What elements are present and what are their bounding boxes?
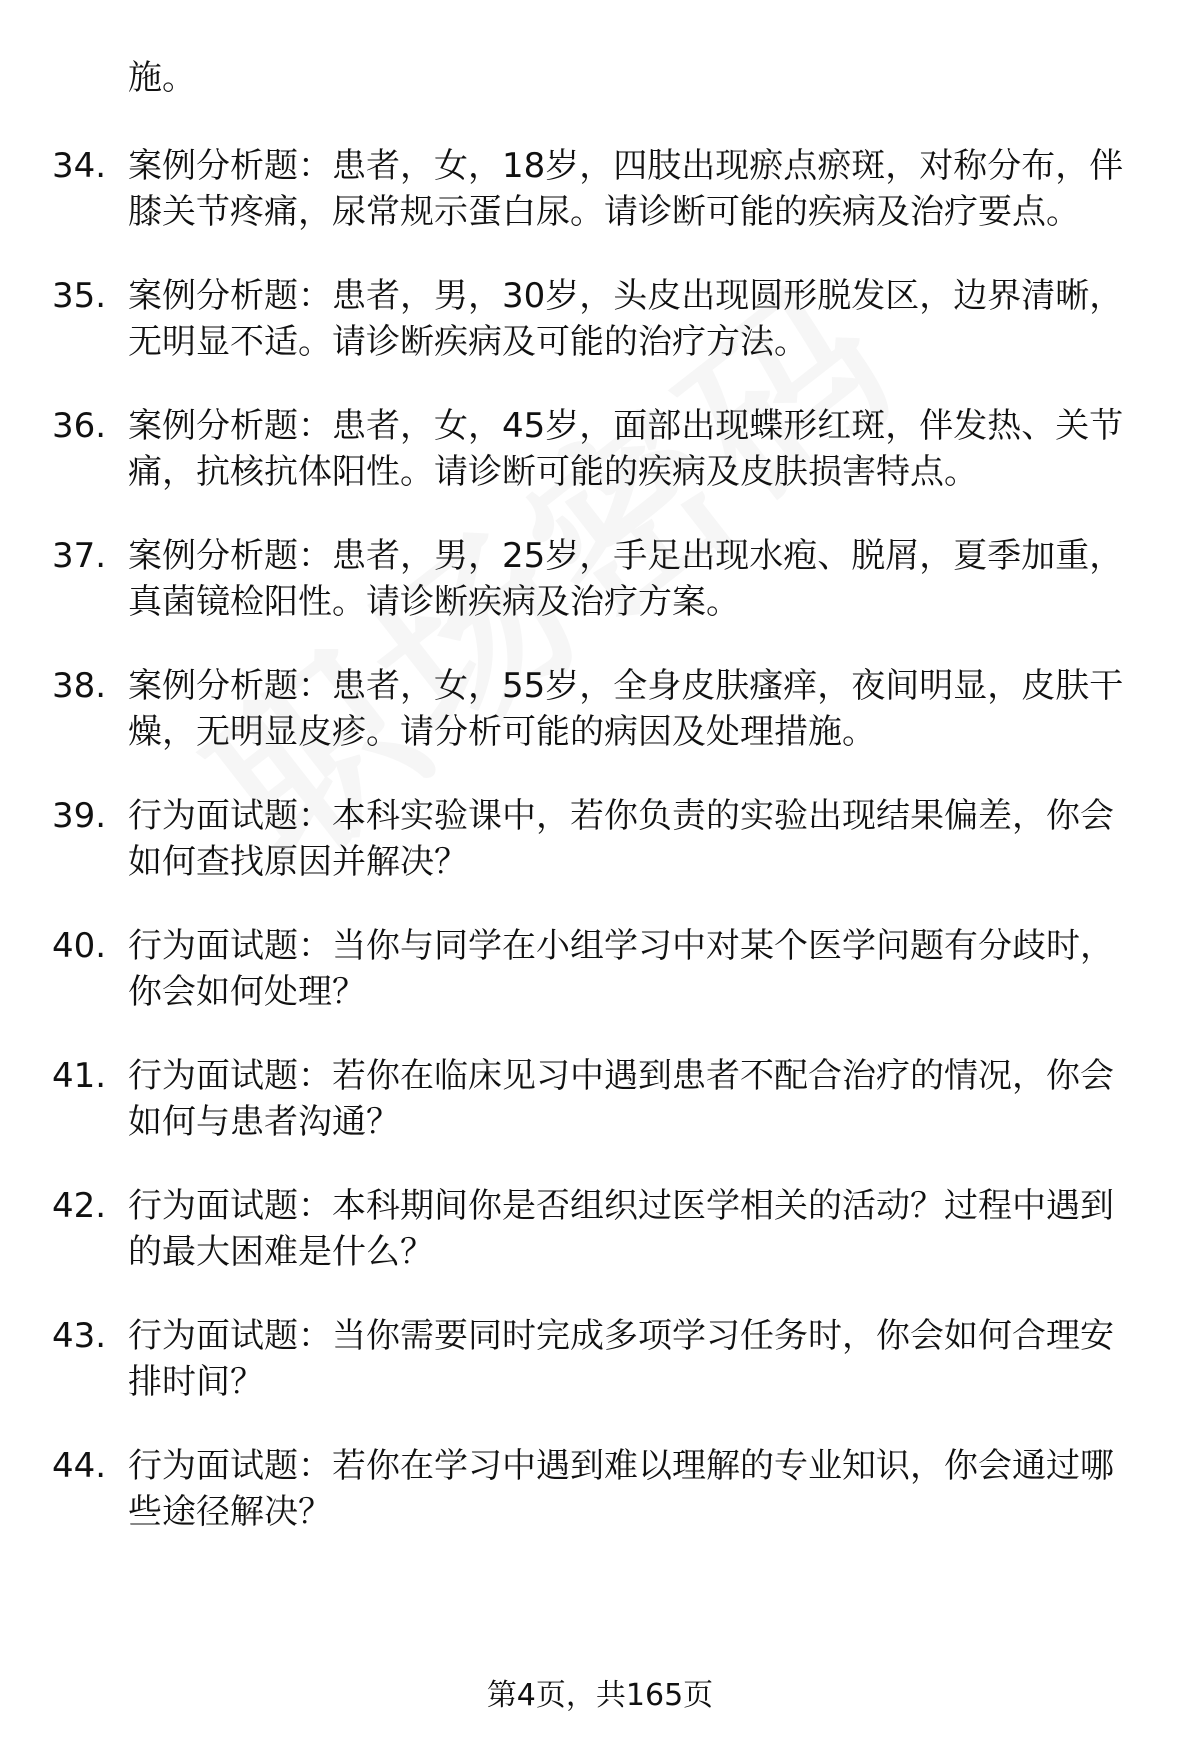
question-item: [52, 793, 1152, 885]
question-number: 40.: [52, 926, 107, 966]
continuation-text: 施。: [128, 58, 196, 98]
question-text: 案例分析题：患者，女，18岁，四肢出现瘀点瘀斑，对称分布，伴膝关节疼痛，尿常规示蛋白尿。请诊断可能的疾病及治疗要点。: [128, 146, 1124, 232]
question-text: 行为面试题：若你在学习中遇到难以理解的专业知识，你会通过哪些途径解决？: [128, 1446, 1114, 1532]
question-number: 36.: [52, 406, 107, 446]
question-number: 39.: [52, 796, 107, 836]
question-item: [52, 1313, 1152, 1405]
question-text: 案例分析题：患者，女，45岁，面部出现蝶形红斑，伴发热、关节痛，抗核抗体阳性。请诊断可能的疾病及皮肤损害特点。: [128, 406, 1124, 492]
question-item: [52, 923, 1152, 1015]
question-text: 行为面试题：本科期间你是否组织过医学相关的活动？过程中遇到的最大困难是什么？: [128, 1186, 1114, 1272]
question-number: 34.: [52, 146, 107, 186]
question-number: 38.: [52, 666, 107, 706]
question-text: 行为面试题：当你与同学在小组学习中对某个医学问题有分歧时，你会如何处理？: [128, 926, 1114, 1012]
question-number: 41.: [52, 1056, 107, 1096]
question-text: 案例分析题：患者，男，25岁，手足出现水疱、脱屑，夏季加重，真菌镜检阳性。请诊断疾病及治疗方案。: [128, 536, 1124, 622]
question-item: [52, 143, 1152, 235]
question-number: 44.: [52, 1446, 107, 1486]
question-text: 案例分析题：患者，女，55岁，全身皮肤瘙痒，夜间明显，皮肤干燥，无明显皮疹。请分析可能的病因及处理措施。: [128, 666, 1124, 752]
question-item: [52, 1183, 1152, 1275]
question-number: 37.: [52, 536, 107, 576]
question-text: 行为面试题：当你需要同时完成多项学习任务时，你会如何合理安排时间？: [128, 1316, 1114, 1402]
question-number: 42.: [52, 1186, 107, 1226]
question-text: 案例分析题：患者，男，30岁，头皮出现圆形脱发区，边界清晰，无明显不适。请诊断疾病及可能的治疗方法。: [128, 276, 1124, 362]
question-item: [52, 1443, 1152, 1535]
question-text: 行为面试题：本科实验课中，若你负责的实验出现结果偏差，你会如何查找原因并解决？: [128, 796, 1114, 882]
question-list: [52, 143, 1152, 1573]
page-footer: 第4页，共165页: [486, 1678, 714, 1713]
question-item: [52, 533, 1152, 625]
question-item: [52, 663, 1152, 755]
question-item: [52, 1053, 1152, 1145]
question-number: 35.: [52, 276, 107, 316]
question-item: [52, 403, 1152, 495]
question-item: [52, 273, 1152, 365]
question-text: 行为面试题：若你在临床见习中遇到患者不配合治疗的情况，你会如何与患者沟通？: [128, 1056, 1114, 1142]
question-number: 43.: [52, 1316, 107, 1356]
